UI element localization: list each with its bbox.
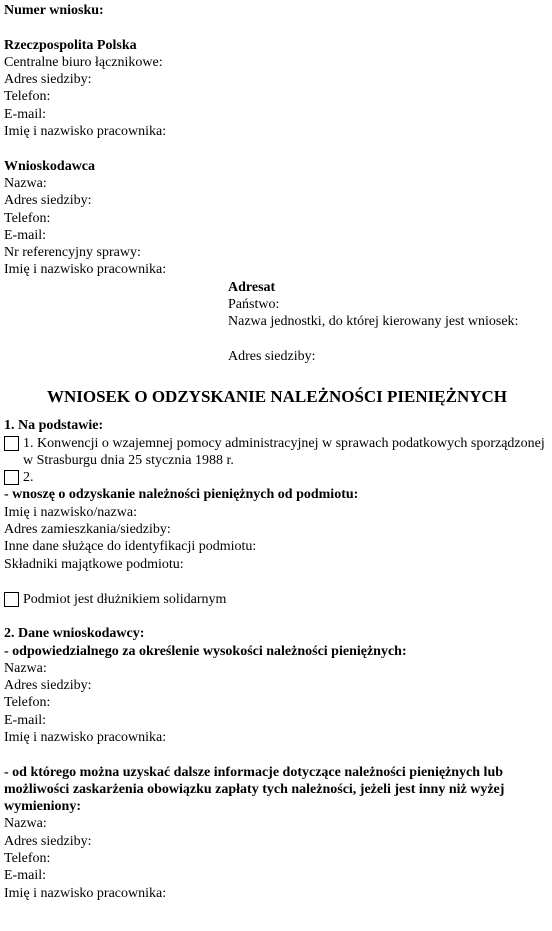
form-page — [4, 2, 550, 902]
request-number-label: Numer wniosku: — [4, 3, 104, 18]
subject-other-data-label: Inne dane służące do identyfikacji podmiotu: — [4, 539, 257, 555]
info-employee-label: Imię i nazwisko pracownika: — [4, 885, 167, 901]
resp-phone-label: Telefon: — [4, 695, 51, 711]
addressee-address-label: Adres siedziby: — [228, 348, 316, 364]
spacer — [4, 19, 550, 36]
joint-debtor-row — [4, 591, 550, 608]
info-heading: - od którego można uzyskać dalsze informacje dotyczące należności pieniężnych lub możliwości zaskarżenia obowiązku zapłaty tych należności, jeżeli jest inny niż wyżej wymieniony: — [4, 764, 505, 815]
applicant-phone-label: Telefon: — [4, 210, 51, 226]
rzeczpospolita-title: Rzeczpospolita Polska — [4, 37, 137, 53]
option-1-checkbox[interactable] — [4, 436, 19, 451]
section-2 — [4, 625, 550, 902]
info-email-label: E-mail: — [4, 868, 46, 884]
applicant-employee-label: Imię i nazwisko pracownika: — [4, 262, 167, 278]
resp-name-label: Nazwa: — [4, 660, 47, 676]
central-office-label: Centralne biuro łącznikowe: — [4, 54, 163, 70]
option-1-row — [4, 435, 550, 470]
subject-name-label: Imię i nazwisko/nazwa: — [4, 504, 137, 520]
request-heading: - wnoszę o odzyskanie należności pieniężnych od podmiotu: — [4, 487, 359, 503]
document-title: WNIOSEK O ODZYSKANIE NALEŻNOŚCI PIENIĘŻNYCH — [46, 387, 508, 407]
applicant-title: Wnioskodawca — [4, 158, 96, 174]
joint-debtor-checkbox[interactable] — [4, 592, 19, 607]
applicant-email-label: E-mail: — [4, 227, 46, 243]
rp-email-label: E-mail: — [4, 106, 46, 122]
section1-heading: 1. Na podstawie: — [4, 418, 104, 434]
applicant-address-label: Adres siedziby: — [4, 193, 92, 209]
rp-address-label: Adres siedziby: — [4, 72, 92, 88]
addressee-country-label: Państwo: — [228, 297, 280, 313]
info-name-label: Nazwa: — [4, 816, 47, 832]
joint-debtor-label: Podmiot jest dłużnikiem solidarnym — [23, 591, 227, 607]
addressee-unit-label: Nazwa jednostki, do której kierowany jest wniosek: — [228, 314, 519, 330]
responsible-heading: - odpowiedzialnego za określenie wysokości należności pieniężnych: — [4, 643, 407, 659]
resp-employee-label: Imię i nazwisko pracownika: — [4, 729, 167, 745]
addressee-block — [228, 279, 550, 365]
rzeczpospolita-block — [4, 37, 550, 141]
applicant-ref-label: Nr referencyjny sprawy: — [4, 245, 141, 261]
subject-address-label: Adres zamieszkania/siedziby: — [4, 522, 171, 538]
section-1 — [4, 417, 550, 608]
applicant-block — [4, 158, 550, 279]
resp-email-label: E-mail: — [4, 712, 46, 728]
addressee-title: Adresat — [228, 279, 276, 295]
spacer — [4, 140, 550, 157]
subject-assets-label: Składniki majątkowe podmiotu: — [4, 556, 184, 572]
option-2-label: 2. — [23, 470, 34, 486]
option-1-label: 1. Konwencji o wzajemnej pomocy administracyjnej w sprawach podatkowych sporządzonej w Strasburgu dnia 25 stycznia 1988 r. — [23, 435, 545, 468]
applicant-name-label: Nazwa: — [4, 175, 47, 191]
rp-phone-label: Telefon: — [4, 89, 51, 105]
option-2-row — [4, 469, 550, 486]
section2-heading: 2. Dane wnioskodawcy: — [4, 626, 145, 642]
spacer — [228, 331, 550, 348]
option-2-checkbox[interactable] — [4, 470, 19, 485]
spacer — [4, 746, 550, 763]
rp-employee-label: Imię i nazwisko pracownika: — [4, 124, 167, 140]
info-address-label: Adres siedziby: — [4, 833, 92, 849]
info-phone-label: Telefon: — [4, 851, 51, 867]
resp-address-label: Adres siedziby: — [4, 678, 92, 694]
